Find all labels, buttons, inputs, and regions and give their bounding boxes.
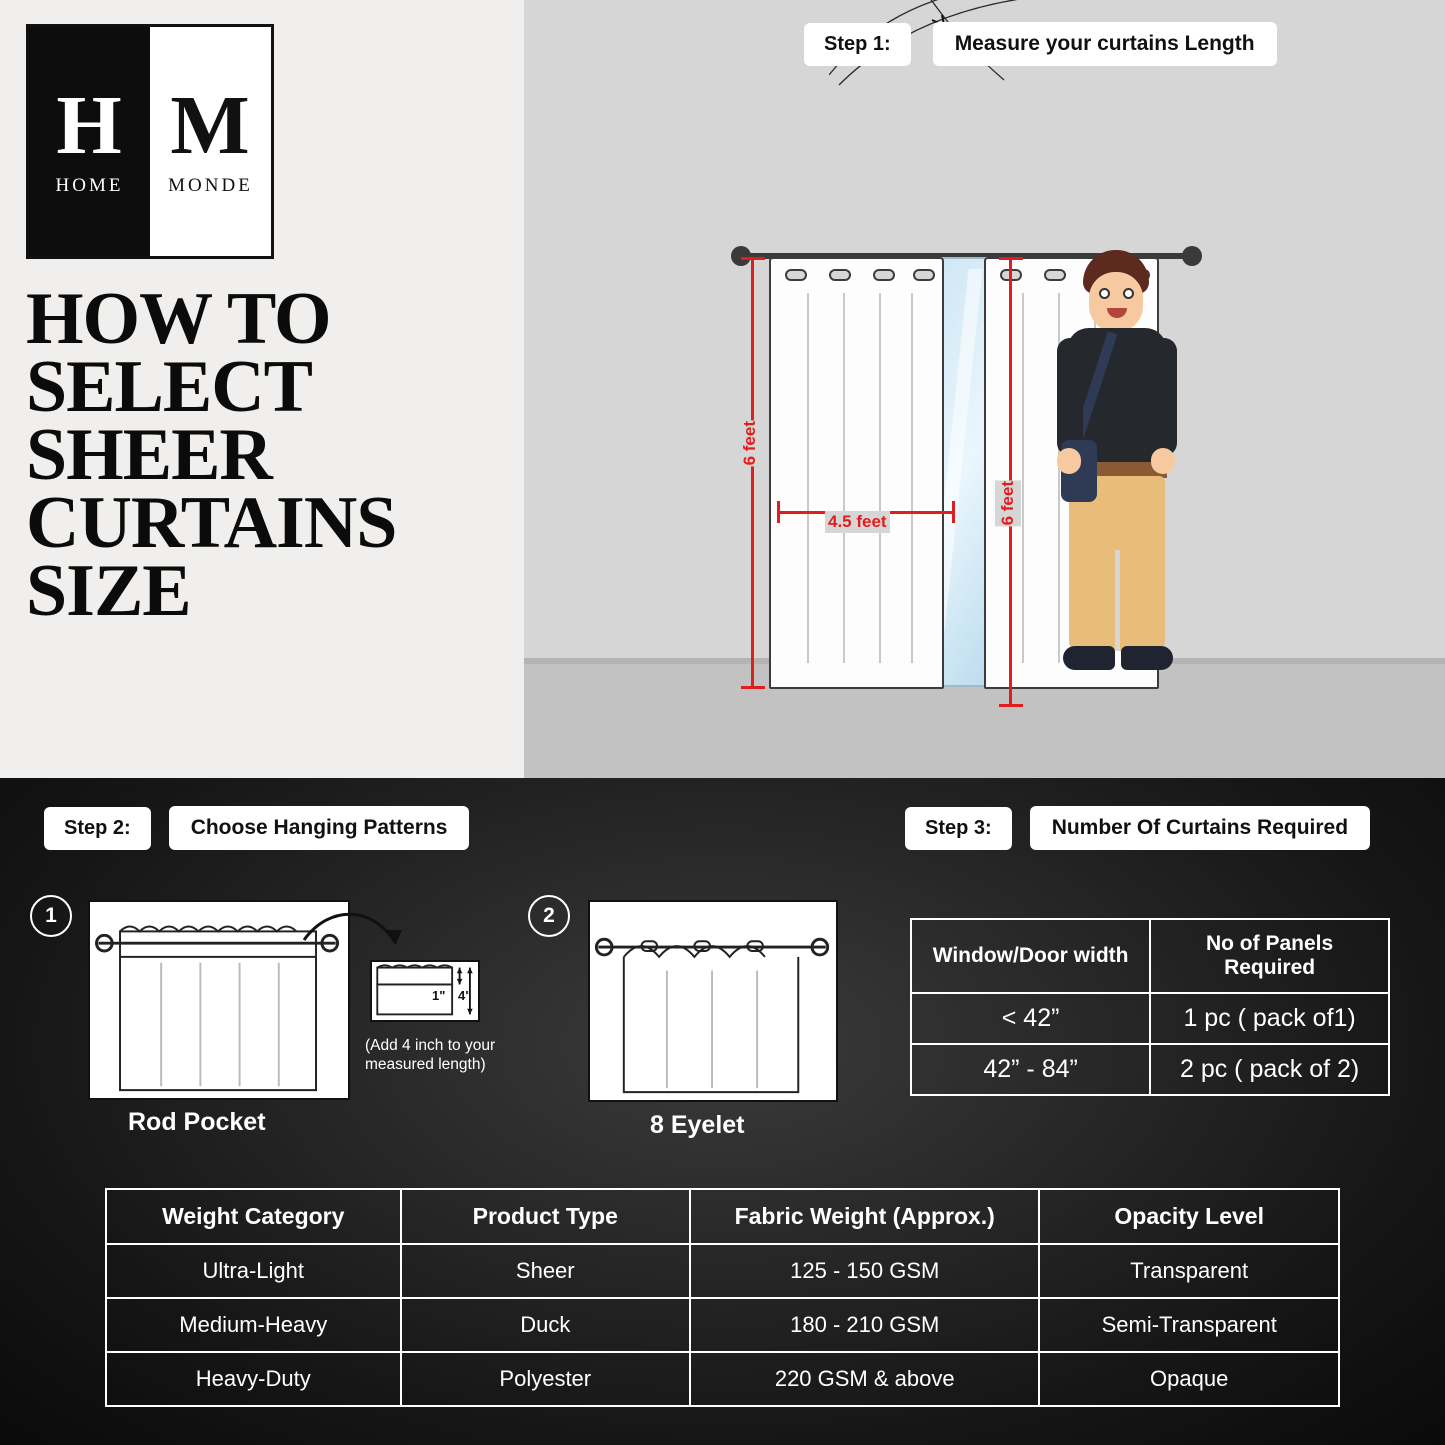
- panels-r1c1: 2 pc ( pack of 2): [1150, 1044, 1389, 1095]
- step2-badges: [44, 806, 469, 850]
- logo-left-half: [29, 27, 150, 256]
- weight-r1c2: 180 - 210 GSM: [690, 1298, 1039, 1352]
- weight-r1c1: Duck: [401, 1298, 691, 1352]
- title-line-5: SIZE: [26, 550, 191, 633]
- step1-badges: [804, 22, 1277, 66]
- note-line-2: measured length): [365, 1056, 486, 1074]
- option-1-number: 1: [30, 895, 72, 937]
- brand-panel: [0, 0, 524, 778]
- logo-word-monde: MONDE: [168, 175, 253, 197]
- step2-title: Choose Hanging Patterns: [169, 806, 470, 850]
- detail-measure-large: 4": [458, 988, 472, 1003]
- step2-pill: Step 2:: [44, 807, 151, 850]
- window-pane: [937, 257, 989, 687]
- logo: [26, 24, 274, 259]
- rod-pocket-label: Rod Pocket: [128, 1108, 266, 1136]
- person-illustration: [1049, 250, 1184, 695]
- rod-pocket-detail-box: [370, 960, 480, 1022]
- panels-r0c1: 1 pc ( pack of1): [1150, 993, 1389, 1044]
- fabric-weight-table: [105, 1188, 1340, 1407]
- title-line-2: SELECT: [26, 346, 313, 429]
- weight-r0c2: 125 - 150 GSM: [690, 1244, 1039, 1298]
- width-dimension-label: 4.5 feet: [825, 511, 890, 533]
- bottom-section: [0, 778, 1445, 1445]
- step3-badges: [905, 806, 1370, 850]
- step3-pill: Step 3:: [905, 807, 1012, 850]
- table-row: [106, 1352, 1339, 1406]
- height-dimension-label: 6 feet: [737, 420, 763, 466]
- detail-measure-small: 1": [432, 988, 446, 1003]
- height-dimension-line: [751, 257, 754, 689]
- weight-r0c0: Ultra-Light: [106, 1244, 401, 1298]
- panels-r0c0: < 42”: [911, 993, 1150, 1044]
- weight-r1c0: Medium-Heavy: [106, 1298, 401, 1352]
- table-row: [106, 1244, 1339, 1298]
- curtain-panel-left: [769, 257, 944, 689]
- panels-header-1: No of Panels Required: [1150, 919, 1389, 993]
- table-row: [911, 993, 1389, 1044]
- logo-letter-m: M: [170, 78, 251, 172]
- step1-panel: [524, 0, 1445, 778]
- table-row: [106, 1298, 1339, 1352]
- panels-required-table: [910, 918, 1390, 1096]
- table-header-row: [106, 1189, 1339, 1244]
- panels-header-0: Window/Door width: [911, 919, 1150, 993]
- logo-letter-h: H: [56, 78, 123, 172]
- title-line-3: SHEER: [26, 414, 272, 497]
- weight-r2c2: 220 GSM & above: [690, 1352, 1039, 1406]
- weight-r1c3: Semi-Transparent: [1039, 1298, 1339, 1352]
- table-row: [911, 1044, 1389, 1095]
- logo-right-half: [150, 27, 271, 256]
- eyelet-label: 8 Eyelet: [650, 1111, 745, 1139]
- panels-r1c0: 42” - 84”: [911, 1044, 1150, 1095]
- weight-header-1: Product Type: [401, 1189, 691, 1244]
- weight-r2c3: Opaque: [1039, 1352, 1339, 1406]
- title-line-1: HOW TO: [26, 278, 331, 360]
- table-header-row: [911, 919, 1389, 993]
- person-height-label: 6 feet: [995, 480, 1021, 526]
- note-line-1: (Add 4 inch to your: [365, 1037, 496, 1054]
- option-2-number: 2: [528, 895, 570, 937]
- eyelet-illustration: [588, 900, 838, 1102]
- title-line-4: CURTAINS: [26, 482, 397, 565]
- weight-r2c1: Polyester: [401, 1352, 691, 1406]
- weight-header-3: Opacity Level: [1039, 1189, 1339, 1244]
- step1-pill: Step 1:: [804, 23, 911, 66]
- weight-header-2: Fabric Weight (Approx.): [690, 1189, 1039, 1244]
- rod-cap-left: [731, 246, 751, 266]
- page-title: [26, 278, 498, 633]
- weight-header-0: Weight Category: [106, 1189, 401, 1244]
- weight-r0c3: Transparent: [1039, 1244, 1339, 1298]
- eyelet-drawing-icon: [590, 902, 836, 1100]
- step1-title: Measure your curtains Length: [933, 22, 1277, 66]
- logo-word-home: HOME: [55, 175, 124, 197]
- weight-r0c1: Sheer: [401, 1244, 691, 1298]
- step3-title: Number Of Curtains Required: [1030, 806, 1370, 850]
- weight-r2c0: Heavy-Duty: [106, 1352, 401, 1406]
- rod-cap-right: [1182, 246, 1202, 266]
- rod-pocket-note: [365, 1036, 565, 1075]
